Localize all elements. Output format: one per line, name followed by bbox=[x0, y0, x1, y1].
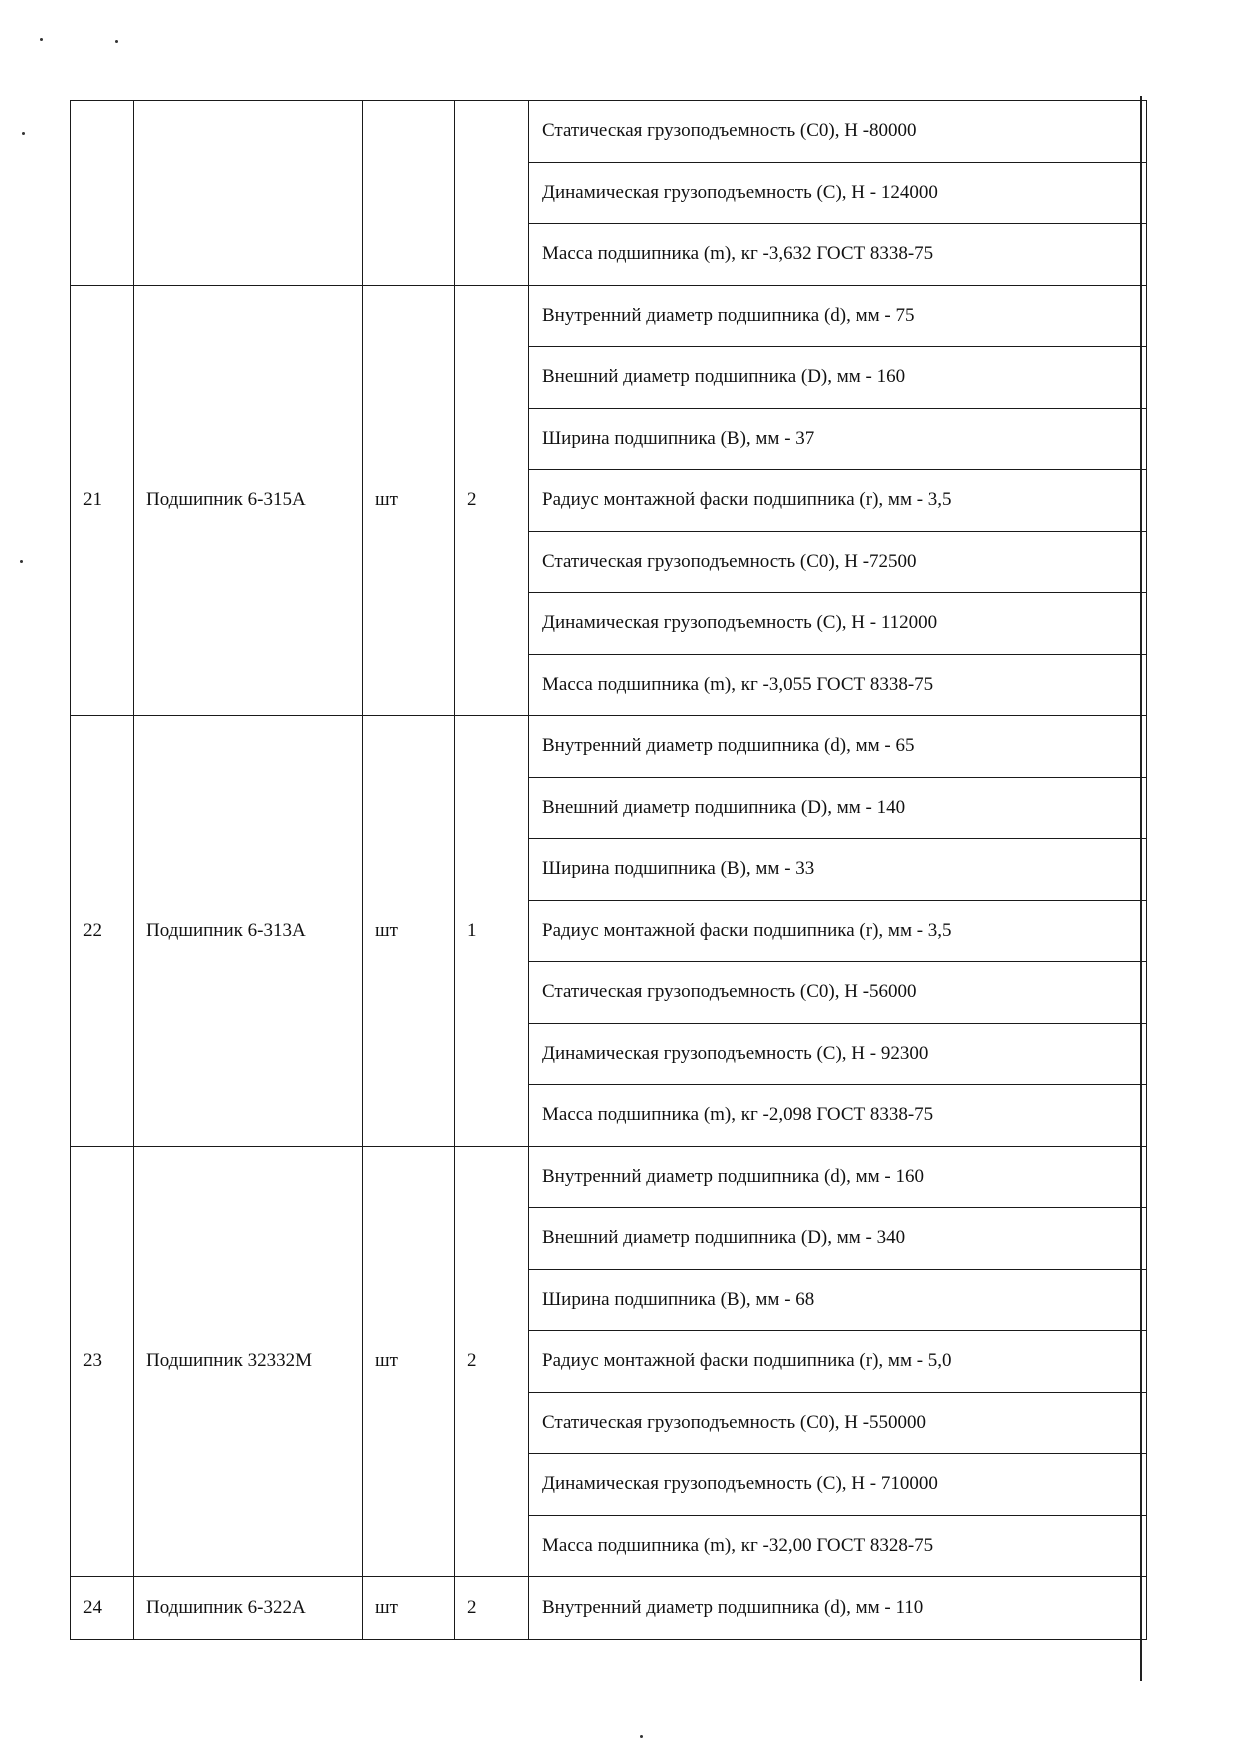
specification-table bbox=[70, 100, 1147, 1640]
item-name: Подшипник 6-322А bbox=[134, 1577, 363, 1640]
item-quantity: 2 bbox=[455, 1577, 529, 1640]
item-name: Подшипник 6-315А bbox=[134, 285, 363, 716]
item-parameter: Ширина подшипника (B), мм - 37 bbox=[529, 408, 1147, 470]
item-parameter: Внешний диаметр подшипника (D), мм - 140 bbox=[529, 777, 1147, 839]
item-parameter: Внутренний диаметр подшипника (d), мм - 75 bbox=[529, 285, 1147, 347]
table-row bbox=[71, 1577, 1147, 1640]
item-quantity: 1 bbox=[455, 716, 529, 1147]
item-number bbox=[71, 101, 134, 286]
item-quantity bbox=[455, 101, 529, 286]
scan-speck bbox=[640, 1735, 643, 1738]
item-number: 23 bbox=[71, 1146, 134, 1577]
item-parameter: Динамическая грузоподъемность (C), H - 124000 bbox=[529, 162, 1147, 224]
scan-speck bbox=[115, 40, 118, 43]
scan-speck bbox=[22, 132, 25, 135]
item-name bbox=[134, 101, 363, 286]
item-unit: шт bbox=[363, 1146, 455, 1577]
item-parameter: Ширина подшипника (B), мм - 33 bbox=[529, 839, 1147, 901]
item-parameter: Ширина подшипника (B), мм - 68 bbox=[529, 1269, 1147, 1331]
table-row bbox=[71, 716, 1147, 778]
item-number: 22 bbox=[71, 716, 134, 1147]
item-name: Подшипник 6-313А bbox=[134, 716, 363, 1147]
item-number: 21 bbox=[71, 285, 134, 716]
item-parameter: Статическая грузоподъемность (C0), H -56000 bbox=[529, 962, 1147, 1024]
item-parameter: Статическая грузоподъемность (C0), H -72500 bbox=[529, 531, 1147, 593]
item-parameter: Масса подшипника (m), кг -2,098 ГОСТ 8338-75 bbox=[529, 1085, 1147, 1147]
item-parameter: Статическая грузоподъемность (C0), H -80000 bbox=[529, 101, 1147, 163]
item-quantity: 2 bbox=[455, 285, 529, 716]
item-parameter: Статическая грузоподъемность (C0), H -550000 bbox=[529, 1392, 1147, 1454]
item-parameter: Динамическая грузоподъемность (C), H - 92300 bbox=[529, 1023, 1147, 1085]
item-name: Подшипник 32332М bbox=[134, 1146, 363, 1577]
item-unit bbox=[363, 101, 455, 286]
item-parameter: Масса подшипника (m), кг -3,632 ГОСТ 8338-75 bbox=[529, 224, 1147, 286]
table-row bbox=[71, 285, 1147, 347]
item-parameter: Внешний диаметр подшипника (D), мм - 160 bbox=[529, 347, 1147, 409]
item-number: 24 bbox=[71, 1577, 134, 1640]
item-unit: шт bbox=[363, 716, 455, 1147]
item-parameter: Радиус монтажной фаски подшипника (r), мм - 5,0 bbox=[529, 1331, 1147, 1393]
item-parameter: Масса подшипника (m), кг -32,00 ГОСТ 8328-75 bbox=[529, 1515, 1147, 1577]
item-unit: шт bbox=[363, 285, 455, 716]
item-parameter: Радиус монтажной фаски подшипника (r), мм - 3,5 bbox=[529, 470, 1147, 532]
item-parameter: Масса подшипника (m), кг -3,055 ГОСТ 8338-75 bbox=[529, 654, 1147, 716]
item-quantity: 2 bbox=[455, 1146, 529, 1577]
item-parameter: Внутренний диаметр подшипника (d), мм - 160 bbox=[529, 1146, 1147, 1208]
item-parameter: Динамическая грузоподъемность (C), H - 710000 bbox=[529, 1454, 1147, 1516]
table-row bbox=[71, 101, 1147, 163]
item-parameter: Радиус монтажной фаски подшипника (r), мм - 3,5 bbox=[529, 900, 1147, 962]
item-parameter: Внешний диаметр подшипника (D), мм - 340 bbox=[529, 1208, 1147, 1270]
scan-speck bbox=[40, 38, 43, 41]
item-parameter: Внутренний диаметр подшипника (d), мм - 65 bbox=[529, 716, 1147, 778]
item-parameter: Динамическая грузоподъемность (C), H - 112000 bbox=[529, 593, 1147, 655]
scan-speck bbox=[20, 560, 23, 563]
item-unit: шт bbox=[363, 1577, 455, 1640]
table-row bbox=[71, 1146, 1147, 1208]
item-parameter: Внутренний диаметр подшипника (d), мм - 110 bbox=[529, 1577, 1147, 1640]
